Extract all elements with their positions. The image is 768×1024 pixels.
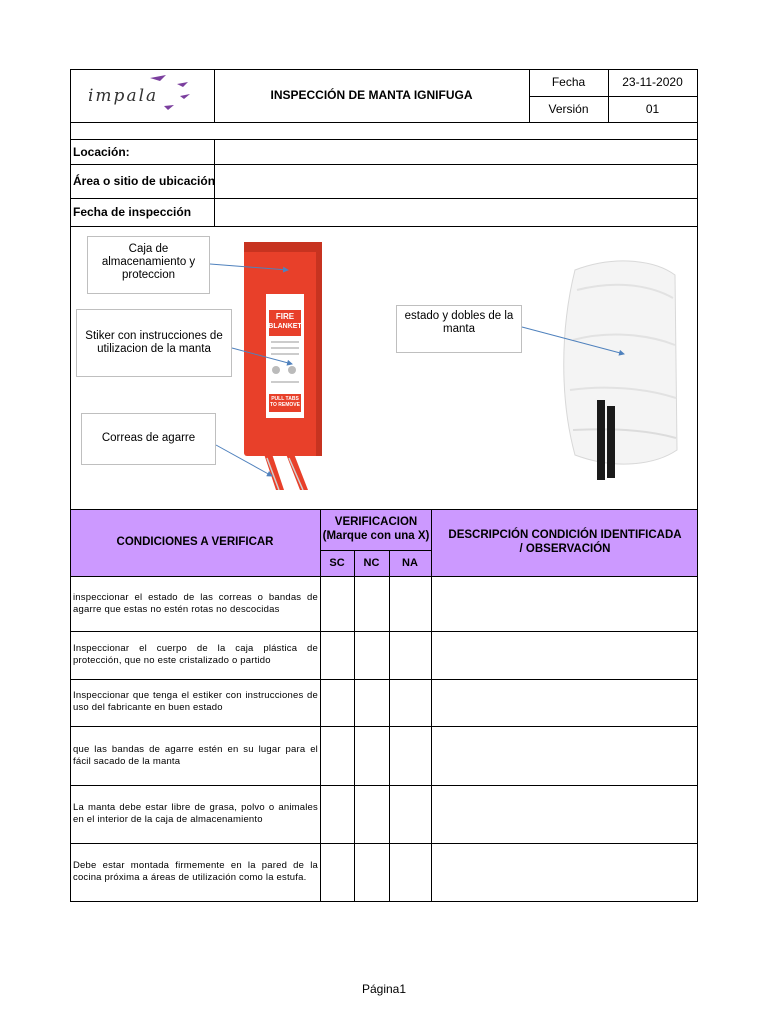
col-header-verification: VERIFICACION (Marque con una X) <box>322 516 430 542</box>
row1-nc-cell[interactable] <box>355 577 389 631</box>
row2-observation-cell[interactable] <box>432 632 697 679</box>
row3-observation-cell[interactable] <box>432 680 697 726</box>
row4-sc-cell[interactable] <box>321 727 354 785</box>
table-row: inspeccionar el estado de las correas o bandas de agarre que estas no estén rotas no descocidas <box>73 592 318 615</box>
table-row: Inspeccionar que tenga el estiker con instrucciones de uso del fabricante en buen estado <box>73 690 318 713</box>
fecha-value: 23-11-2020 <box>622 75 683 89</box>
col-header-na: NA <box>402 557 418 569</box>
row6-nc-cell[interactable] <box>355 844 389 901</box>
row5-na-cell[interactable] <box>390 786 431 843</box>
row5-sc-cell[interactable] <box>321 786 354 843</box>
row2-nc-cell[interactable] <box>355 632 389 679</box>
callout-sticker: Stiker con instrucciones de utilizacion de la manta <box>76 309 232 377</box>
row2-sc-cell[interactable] <box>321 632 354 679</box>
row4-nc-cell[interactable] <box>355 727 389 785</box>
area-label: Área o sitio de ubicación <box>73 174 216 188</box>
row1-observation-cell[interactable] <box>432 577 697 631</box>
callout-blanket: estado y dobles de la manta <box>396 305 522 353</box>
inspection-date-field[interactable] <box>218 205 694 219</box>
col-header-conditions: CONDICIONES A VERIFICAR <box>116 536 274 548</box>
box-label-top: FIRE <box>275 312 295 321</box>
page-number: Página1 <box>361 982 407 996</box>
table-row: Inspeccionar el cuerpo de la caja plástica de protección, que no este cristalizado o partido <box>73 643 318 666</box>
version-value: 01 <box>645 102 660 116</box>
company-logo <box>80 72 210 118</box>
table-row: Debe estar montada firmemente en la pared de la cocina próxima a áreas de utilización como la estufa. <box>73 860 318 883</box>
row6-sc-cell[interactable] <box>321 844 354 901</box>
form-title: INSPECCIÓN DE MANTA IGNIFUGA <box>270 88 473 102</box>
location-field[interactable] <box>218 145 694 159</box>
col-header-nc: NC <box>363 557 380 569</box>
logo-text: impala <box>88 86 159 106</box>
location-label: Locación: <box>73 145 130 159</box>
row3-na-cell[interactable] <box>390 680 431 726</box>
area-field[interactable] <box>218 174 694 188</box>
fecha-label: Fecha <box>551 75 586 89</box>
row1-sc-cell[interactable] <box>321 577 354 631</box>
row5-nc-cell[interactable] <box>355 786 389 843</box>
table-row: La manta debe estar libre de grasa, polvo o animales en el interior de la caja de almacenamiento <box>73 802 318 825</box>
version-label: Versión <box>548 102 589 116</box>
row4-observation-cell[interactable] <box>432 727 697 785</box>
box-label-bottom: BLANKET <box>268 323 302 330</box>
row3-sc-cell[interactable] <box>321 680 354 726</box>
row2-na-cell[interactable] <box>390 632 431 679</box>
col-header-sc: SC <box>329 557 345 569</box>
callout-storage-box: Caja de almacenamiento y proteccion <box>87 236 210 294</box>
row4-na-cell[interactable] <box>390 727 431 785</box>
row5-observation-cell[interactable] <box>432 786 697 843</box>
row6-na-cell[interactable] <box>390 844 431 901</box>
row6-observation-cell[interactable] <box>432 844 697 901</box>
fire-blanket-box-image <box>236 240 328 490</box>
inspection-date-label: Fecha de inspección <box>73 205 192 219</box>
callout-straps: Correas de agarre <box>81 413 216 465</box>
col-header-description: DESCRIPCIÓN CONDICIÓN IDENTIFICADA / OBSERVACIÓN <box>448 529 682 555</box>
row3-nc-cell[interactable] <box>355 680 389 726</box>
row1-na-cell[interactable] <box>390 577 431 631</box>
box-pull-label: PULL TABS TO REMOVE <box>270 396 300 408</box>
folded-blanket-image <box>555 250 680 485</box>
table-row: que las bandas de agarre estén en su lugar para el fácil sacado de la manta <box>73 744 318 767</box>
